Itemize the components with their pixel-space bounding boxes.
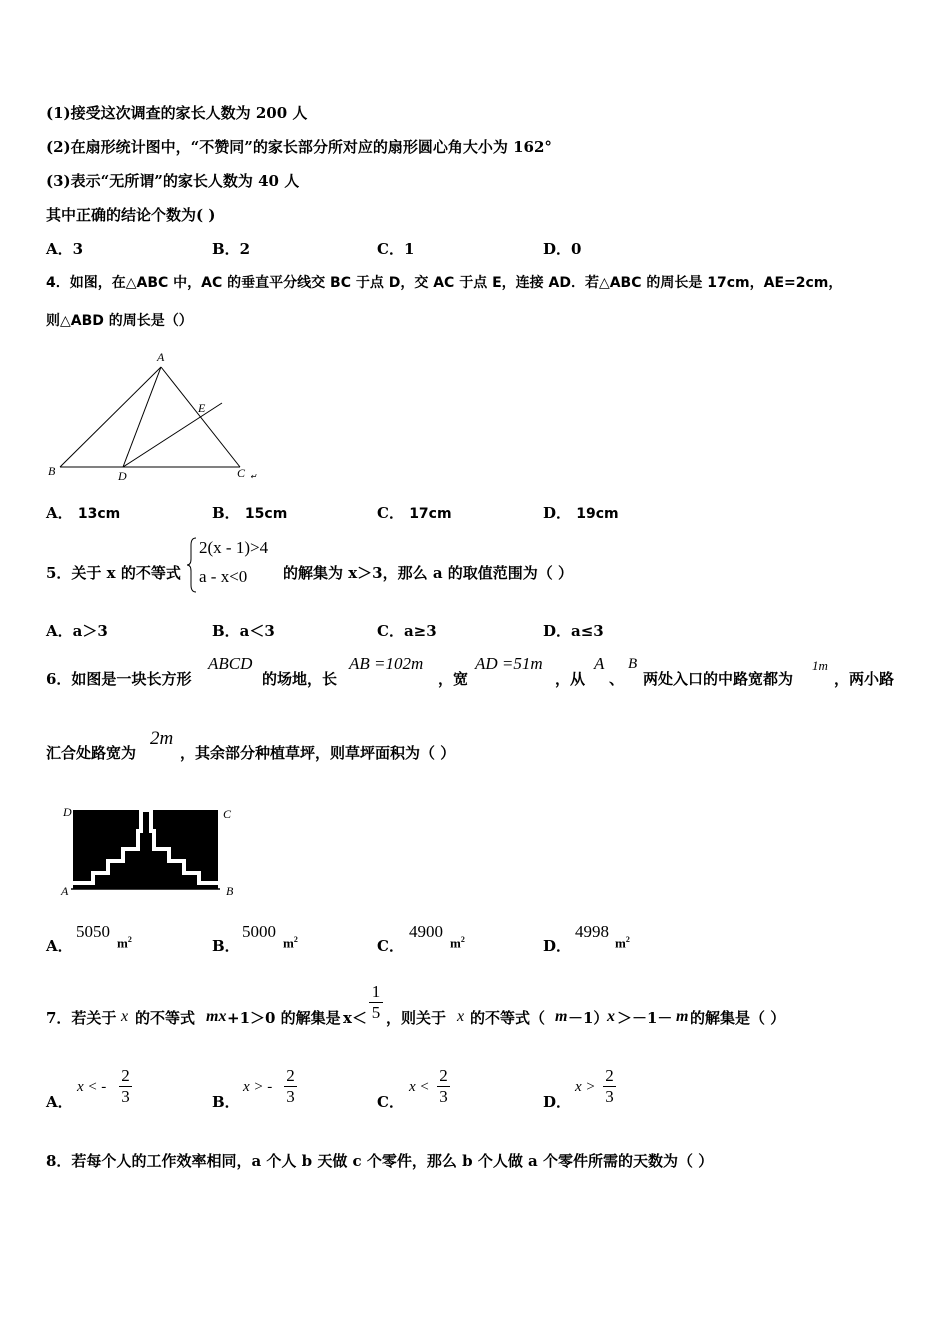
option-letter: A． [46, 504, 73, 522]
q5-inequality-2: a - x<0 [199, 567, 248, 586]
q7-text-3: +1＞0 的解集是 [227, 1009, 341, 1027]
q5-option-c: C．a≥3 [377, 622, 437, 640]
label-d: D [63, 805, 72, 819]
q7-option-c-expr: x < [409, 1079, 430, 1095]
option-b: B．2 [212, 240, 251, 258]
fraction-denominator: 3 [119, 1086, 132, 1107]
q6-ad-width: AD =51m [475, 654, 543, 673]
q6-option-b-letter: B． [212, 937, 240, 955]
q5-inequality-1: 2(x - 1)>4 [199, 538, 269, 557]
q6-text-1: 6．如图是一块长方形 [46, 670, 192, 688]
fraction-numerator: 2 [605, 1066, 614, 1085]
q6-path-width-2: 2m [150, 728, 174, 749]
q5-option-a: A．a＞3 [46, 622, 108, 640]
q6-option-d-unit: $m^2$ [615, 935, 630, 951]
fraction-numerator: 2 [286, 1066, 295, 1085]
fraction-denominator: 3 [284, 1086, 297, 1107]
q7-option-b-letter: B． [212, 1093, 240, 1111]
q6-text-6: 两处入口的中路宽都为 [643, 670, 794, 688]
option-a: A．3 [46, 240, 84, 258]
q5-brace-icon [187, 537, 197, 593]
label-a: A [157, 350, 165, 364]
q6-option-a-letter: A． [46, 937, 73, 955]
q5-option-b: B．a＜3 [212, 622, 275, 640]
q6-point-b: B [628, 656, 638, 672]
q7-option-d-fraction [603, 1066, 616, 1107]
q7-var-x: x [121, 1008, 129, 1025]
q5-option-d: D．a≤3 [543, 622, 604, 640]
q7-option-c-letter: C． [377, 1093, 404, 1111]
q6-path-width-1: 1m [812, 658, 828, 673]
q6-text-5: 、 [609, 670, 625, 688]
option-letter: C． [377, 504, 404, 522]
q7-text-2: 的不等式 [135, 1009, 196, 1027]
q7-fraction [369, 982, 383, 1023]
label-e: E [198, 401, 206, 415]
q4-option-b [212, 503, 287, 524]
option-letter: B． [212, 504, 240, 522]
q7-text-4: ，则关于 [386, 1009, 447, 1027]
q7-text-5: 的不等式（ [470, 1009, 546, 1027]
label-c: C [237, 466, 246, 480]
q7-mx: mx [206, 1008, 227, 1025]
q7-var-x-3: x [607, 1008, 615, 1025]
q5-prefix: 5．关于 x 的不等式 [46, 564, 181, 582]
option-value: 17cm [409, 506, 452, 522]
q4-text-line1: 4．如图，在△ABC 中，AC 的垂直平分线交 BC 于点 D，交 AC 于点 E，连接 AD．若△ABC 的周长是 17cm，AE=2cm， [46, 275, 843, 291]
q4-triangle-figure [40, 345, 280, 490]
option-value: 13cm [77, 506, 121, 522]
q6-option-b-unit: $m^2$ [283, 935, 298, 951]
question-prompt: 其中正确的结论个数为( ) [46, 206, 216, 224]
q7-option-a-letter: A． [46, 1093, 73, 1111]
q6-point-a: A [594, 654, 605, 673]
fraction-numerator: 1 [371, 982, 381, 1001]
q6-option-a-unit: $m^2$ [117, 935, 132, 951]
q6-text-4: ，从 [555, 670, 586, 688]
q8-text: 8．若每个人的工作效率相同，a 个人 b 天做 c 个零件，那么 b 个人做 a 个零件所需的天数为（ ） [46, 1152, 714, 1170]
q7-option-b-fraction [284, 1066, 297, 1107]
q4-option-a [46, 503, 120, 524]
q6-option-d-letter: D． [543, 937, 572, 955]
q4-option-d [543, 503, 619, 524]
q6-abcd: ABCD [208, 654, 253, 673]
fraction-denominator: 3 [437, 1086, 450, 1107]
q7-text-6: －1） [568, 1009, 609, 1027]
q6-option-d-value: 4998 [575, 922, 609, 941]
option-d: D．0 [543, 240, 582, 258]
q7-text-1: 7．若关于 [46, 1009, 117, 1027]
q6-text-9: ，其余部分种植草坪，则草坪面积为（ ） [180, 744, 456, 762]
label-d: D [118, 469, 127, 483]
statement-1: (1)接受这次调查的家长人数为 200 人 [46, 104, 308, 122]
q6-option-c-unit: $m^2$ [450, 935, 465, 951]
q6-text-8: 汇合处路宽为 [46, 744, 137, 762]
q7-text-7: ＞－1－ [617, 1009, 673, 1027]
q7-option-d-expr: x > [575, 1079, 596, 1095]
label-b: B [226, 884, 234, 898]
fraction-numerator: 2 [121, 1066, 130, 1085]
q6-option-c-letter: C． [377, 937, 404, 955]
option-value: 15cm [244, 506, 288, 522]
q7-x-less: x＜ [343, 1009, 367, 1027]
fraction-denominator: 3 [603, 1086, 616, 1107]
statement-3: (3)表示“无所谓”的家长人数为 40 人 [46, 172, 300, 190]
label-b: B [48, 464, 56, 478]
q7-option-a-fraction [119, 1066, 132, 1107]
q7-option-d-letter: D． [543, 1093, 572, 1111]
return-mark: ↵ [250, 472, 257, 481]
q4-text-line2: 则△ABD 的周长是（） [46, 313, 193, 329]
q4-option-c [377, 503, 452, 524]
q6-ab-length: AB =102m [349, 654, 424, 673]
q7-var-m: m [555, 1008, 568, 1025]
fraction-denominator: 5 [369, 1002, 383, 1023]
option-letter: D． [543, 504, 572, 522]
q6-text-3: ，宽 [438, 670, 469, 688]
q7-var-m-2: m [676, 1008, 689, 1025]
q6-text-7: ，两小路 [834, 670, 895, 688]
q7-text-8: 的解集是（ ） [690, 1009, 786, 1027]
q7-option-c-fraction [437, 1066, 450, 1107]
fraction-numerator: 2 [439, 1066, 448, 1085]
statement-2: (2)在扇形统计图中，“不赞同”的家长部分所对应的扇形圆心角大小为 162° [46, 138, 552, 156]
q7-option-a-expr: x < - [77, 1079, 107, 1095]
q6-option-b-value: 5000 [242, 922, 276, 941]
q7-var-x-2: x [457, 1008, 465, 1025]
q7-option-b-expr: x > - [243, 1079, 273, 1095]
q6-field-figure [58, 803, 248, 899]
option-c: C．1 [377, 240, 415, 258]
q5-suffix: 的解集为 x＞3，那么 a 的取值范围为（ ） [283, 564, 573, 582]
q6-option-c-value: 4900 [409, 922, 443, 941]
q6-text-2: 的场地，长 [262, 670, 338, 688]
label-a: A [61, 884, 69, 898]
option-value: 19cm [576, 506, 619, 522]
q6-option-a-value: 5050 [76, 922, 110, 941]
label-c: C [223, 807, 232, 821]
